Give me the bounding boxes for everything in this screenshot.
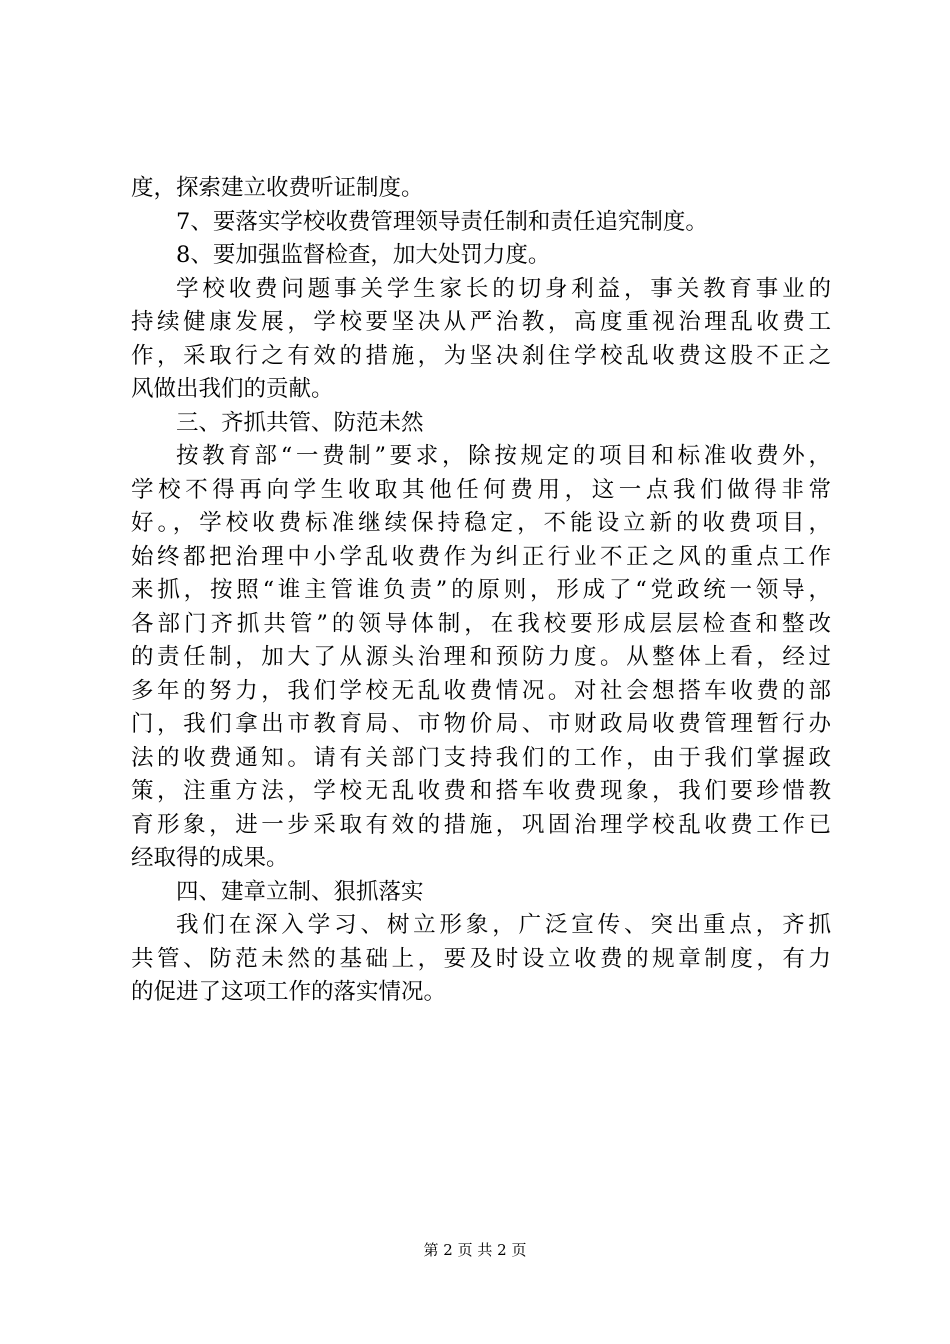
text-line: 四、建章立制、狠抓落实 [176, 878, 424, 905]
text-line: 的责任制，加大了从源头治理和预防力度。从整体上看，经过 [131, 644, 831, 670]
text-line: 经取得的成果。 [131, 845, 289, 871]
text-line: 7、要落实学校收费管理领导责任制和责任追究制度。 [176, 208, 708, 235]
text-line: 始终都把治理中小学乱收费作为纠正行业不正之风的重点工作 [131, 543, 831, 570]
text-line: 度，探索建立收费听证制度。 [131, 175, 424, 201]
text-line: 作，采取行之有效的措施，为坚决刹住学校乱收费这股不正之 [131, 342, 831, 369]
text-line: 来抓，按照“谁主管谁负责”的原则，形成了“党政统一领导， [131, 577, 831, 603]
text-line: 风做出我们的贡献。 [131, 376, 334, 402]
text-line: 育形象，进一步采取有效的措施，巩固治理学校乱收费工作已 [131, 811, 831, 838]
text-line: 我们在深入学习、树立形象，广泛宣传、突出重点，齐抓 [176, 912, 831, 938]
text-line: 各部门齐抓共管”的领导体制，在我校要形成层层检查和整改 [131, 610, 831, 637]
text-line: 三、齐抓共管、防范未然 [176, 409, 424, 436]
text-line: 策，注重方法，学校无乱收费和搭车收费现象，我们要珍惜教 [131, 778, 831, 804]
text-line: 学校不得再向学生收取其他任何费用，这一点我们做得非常 [131, 476, 831, 503]
document-body [131, 172, 831, 1010]
text-line: 按教育部“一费制”要求，除按规定的项目和标准收费外， [176, 443, 831, 469]
text-line: 持续健康发展，学校要坚决从严治教，高度重视治理乱收费工 [131, 309, 831, 335]
text-line: 的促进了这项工作的落实情况。 [131, 979, 447, 1005]
text-line: 多年的努力，我们学校无乱收费情况。对社会想搭车收费的部 [131, 677, 831, 704]
text-line: 好。，学校收费标准继续保持稳定，不能设立新的收费项目， [131, 510, 831, 536]
text-line: 8、要加强监督检查，加大处罚力度。 [176, 242, 551, 268]
text-line: 法的收费通知。请有关部门支持我们的工作，由于我们掌握政 [131, 744, 831, 771]
text-line: 共管、防范未然的基础上，要及时设立收费的规章制度，有力 [131, 945, 831, 972]
page-footer: 第 2 页 共 2 页 [423, 1241, 527, 1259]
text-line: 门，我们拿出市教育局、市物价局、市财政局收费管理暂行办 [131, 711, 831, 737]
text-line: 学校收费问题事关学生家长的切身利益，事关教育事业的 [176, 275, 831, 302]
